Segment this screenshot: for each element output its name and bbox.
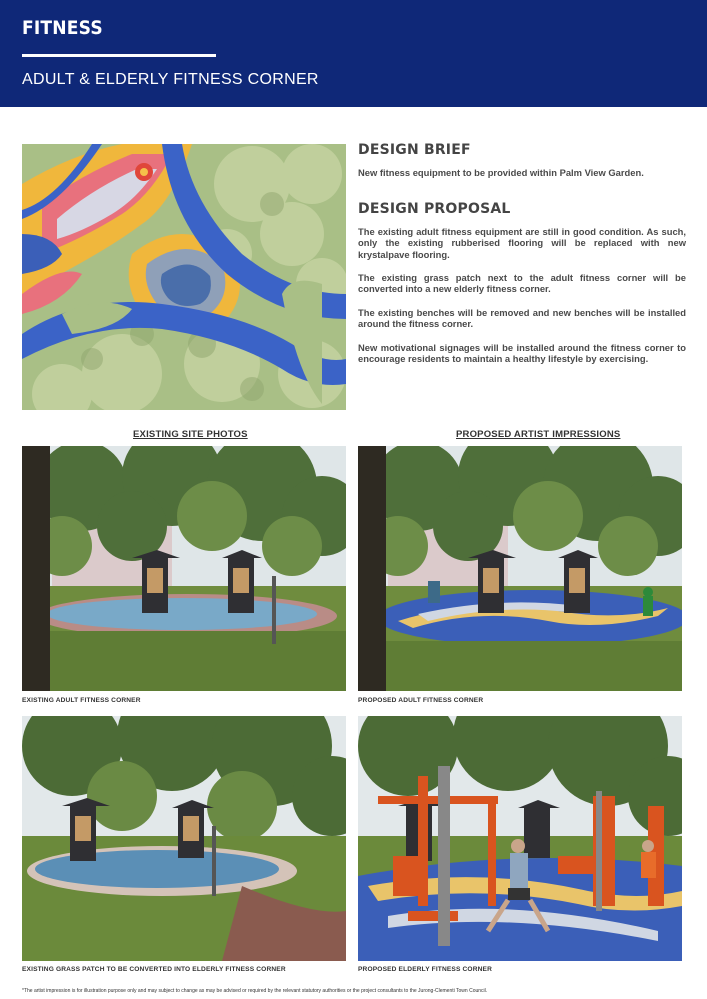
page-header bbox=[0, 0, 707, 107]
proposal-paragraph: New motivational signages will be installed around the fitness corner to encourage residents to maintain a healthy lifestyle by exercising. bbox=[358, 342, 686, 365]
design-brief-heading: DESIGN BRIEF bbox=[358, 142, 471, 158]
proposal-paragraph: The existing adult fitness equipment are still in good condition. As such, only the existing rubberised flooring will be replaced with new krystalpave flooring. bbox=[358, 226, 686, 260]
page-title: FITNESS bbox=[22, 17, 103, 39]
design-brief-text: New fitness equipment to be provided within Palm View Garden. bbox=[358, 167, 644, 178]
proposal-paragraph: The existing grass patch next to the adult fitness corner will be converted into a new elderly fitness corner. bbox=[358, 272, 686, 295]
page-subtitle: ADULT & ELDERLY FITNESS CORNER bbox=[22, 71, 319, 88]
existing-adult-photo bbox=[22, 446, 346, 691]
proposed-impressions-heading: PROPOSED ARTIST IMPRESSIONS bbox=[456, 429, 621, 440]
design-proposal-heading: DESIGN PROPOSAL bbox=[358, 201, 511, 217]
proposed-adult-impression bbox=[358, 446, 682, 691]
proposed-adult-caption: PROPOSED ADULT FITNESS CORNER bbox=[358, 697, 484, 704]
disclaimer-footnote: *The artist impression is for illustration purpose only and may subject to change as may be advised or required by the relevant statutory authorities or the project consultants to the Jurong-Clementi Town Council. bbox=[22, 988, 488, 994]
proposal-paragraph: The existing benches will be removed and new benches will be installed around the fitness corner. bbox=[358, 307, 686, 330]
existing-adult-caption: EXISTING ADULT FITNESS CORNER bbox=[22, 697, 141, 704]
existing-grass-patch-caption: EXISTING GRASS PATCH TO BE CONVERTED INTO ELDERLY FITNESS CORNER bbox=[22, 966, 286, 973]
header-divider bbox=[22, 54, 216, 57]
site-plan-image bbox=[22, 144, 346, 410]
existing-photos-heading: EXISTING SITE PHOTOS bbox=[133, 429, 248, 440]
proposed-elderly-impression bbox=[358, 716, 682, 961]
proposed-elderly-caption: PROPOSED ELDERLY FITNESS CORNER bbox=[358, 966, 492, 973]
existing-grass-patch-photo bbox=[22, 716, 346, 961]
